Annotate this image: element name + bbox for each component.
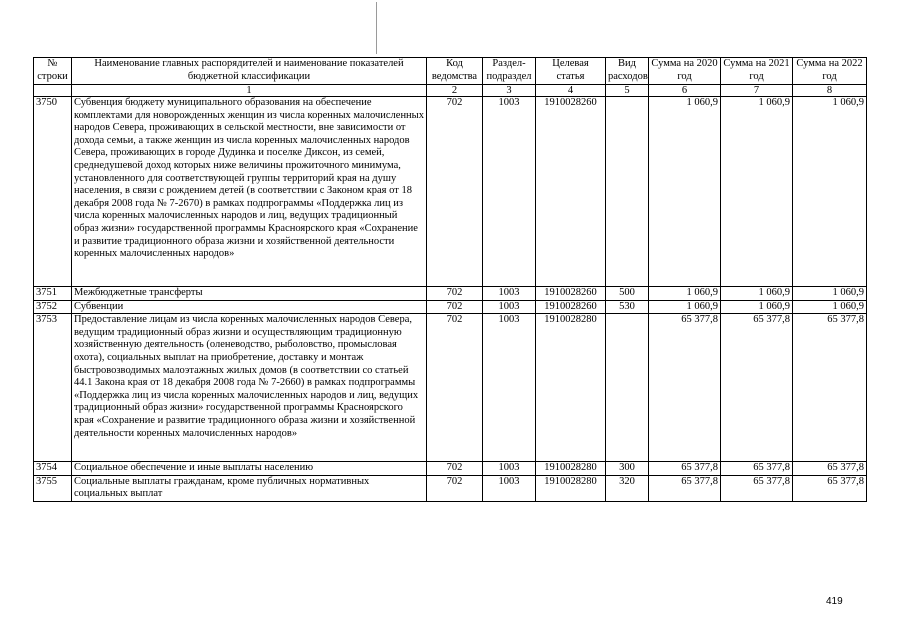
header-department-code: Код ведомства <box>427 58 483 85</box>
row-section: 1003 <box>483 314 536 462</box>
row-number: 3752 <box>34 300 72 314</box>
header-sum-2021: Сумма на 2021 год <box>721 58 793 85</box>
row-department-code: 702 <box>427 97 483 287</box>
column-number: 8 <box>793 85 867 97</box>
row-section: 1003 <box>483 287 536 301</box>
row-department-code: 702 <box>427 462 483 476</box>
row-target-article: 1910028260 <box>536 300 606 314</box>
column-number: 3 <box>483 85 536 97</box>
row-sum-2020: 1 060,9 <box>649 97 721 287</box>
row-section: 1003 <box>483 97 536 287</box>
row-target-article: 1910028280 <box>536 462 606 476</box>
column-number: 5 <box>606 85 649 97</box>
table-row <box>34 97 867 287</box>
column-number: 2 <box>427 85 483 97</box>
row-department-code: 702 <box>427 300 483 314</box>
row-section: 1003 <box>483 462 536 476</box>
row-sum-2020: 1 060,9 <box>649 287 721 301</box>
row-department-code: 702 <box>427 314 483 462</box>
row-name: Социальные выплаты гражданам, кроме публичных нормативных социальных выплат <box>72 475 427 501</box>
row-sum-2022: 1 060,9 <box>793 300 867 314</box>
table-row <box>34 475 867 501</box>
row-expense-type <box>606 97 649 287</box>
row-sum-2022: 65 377,8 <box>793 462 867 476</box>
row-name: Межбюджетные трансферты <box>72 287 427 301</box>
row-sum-2021: 65 377,8 <box>721 475 793 501</box>
row-name: Предоставление лицам из числа коренных малочисленных народов Севера, ведущим традиционный образ жизни и осуществляющим традиционную хозяйственную деятельность (оленеводство, рыболовство, промысловая охота), социальных выплат на приобретение, доставку и монтаж быстровозводимых малоэтажных жилых домов (в соответствии со статьей 44.1 Закона края от 18 декабря 2008 года № 7-2660) в рамках подпрограммы «Поддержка лиц из числа коренных малочисленных народов и лиц, ведущих традиционный образ жизни» государственной программы Красноярского края «Сохранение и развитие традиционного образа жизни и хозяйственной деятельности коренных малочисленных народов» <box>72 314 427 462</box>
row-sum-2020: 65 377,8 <box>649 314 721 462</box>
table-header-row <box>34 58 867 85</box>
header-section: Раздел-подраздел <box>483 58 536 85</box>
row-sum-2021: 1 060,9 <box>721 287 793 301</box>
row-sum-2021: 1 060,9 <box>721 300 793 314</box>
row-expense-type: 500 <box>606 287 649 301</box>
header-row-number: № строки <box>34 58 72 85</box>
header-target-article: Целевая статья <box>536 58 606 85</box>
row-target-article: 1910028260 <box>536 97 606 287</box>
column-number: 1 <box>72 85 427 97</box>
row-expense-type <box>606 314 649 462</box>
column-number: 4 <box>536 85 606 97</box>
row-number: 3751 <box>34 287 72 301</box>
row-sum-2021: 65 377,8 <box>721 314 793 462</box>
row-expense-type: 530 <box>606 300 649 314</box>
row-number: 3753 <box>34 314 72 462</box>
row-expense-type: 300 <box>606 462 649 476</box>
row-sum-2022: 1 060,9 <box>793 97 867 287</box>
row-number: 3754 <box>34 462 72 476</box>
row-sum-2020: 65 377,8 <box>649 475 721 501</box>
column-number: 6 <box>649 85 721 97</box>
row-target-article: 1910028280 <box>536 314 606 462</box>
header-name: Наименование главных распорядителей и наименование показателей бюджетной классификации <box>72 58 427 85</box>
row-department-code: 702 <box>427 287 483 301</box>
header-sum-2020: Сумма на 2020 год <box>649 58 721 85</box>
row-expense-type: 320 <box>606 475 649 501</box>
header-expense-type: Вид расходов <box>606 58 649 85</box>
row-section: 1003 <box>483 475 536 501</box>
budget-table <box>33 57 867 502</box>
row-sum-2022: 1 060,9 <box>793 287 867 301</box>
row-sum-2022: 65 377,8 <box>793 475 867 501</box>
row-department-code: 702 <box>427 475 483 501</box>
row-target-article: 1910028260 <box>536 287 606 301</box>
row-target-article: 1910028280 <box>536 475 606 501</box>
table-row <box>34 287 867 301</box>
row-name: Социальное обеспечение и иные выплаты населению <box>72 462 427 476</box>
column-number: 7 <box>721 85 793 97</box>
row-sum-2020: 65 377,8 <box>649 462 721 476</box>
row-sum-2021: 1 060,9 <box>721 97 793 287</box>
column-number <box>34 85 72 97</box>
row-number: 3755 <box>34 475 72 501</box>
row-name: Субвенции <box>72 300 427 314</box>
table-row <box>34 314 867 462</box>
scan-artifact-line <box>376 2 377 54</box>
table-row <box>34 462 867 476</box>
page-number: 419 <box>826 596 843 607</box>
row-number: 3750 <box>34 97 72 287</box>
header-sum-2022: Сумма на 2022 год <box>793 58 867 85</box>
row-sum-2020: 1 060,9 <box>649 300 721 314</box>
table-row <box>34 300 867 314</box>
row-sum-2022: 65 377,8 <box>793 314 867 462</box>
row-section: 1003 <box>483 300 536 314</box>
column-number-row <box>34 85 867 97</box>
row-sum-2021: 65 377,8 <box>721 462 793 476</box>
row-name: Субвенция бюджету муниципального образования на обеспечение комплектами для новорожденных женщин из числа коренных малочисленных народов Севера, проживающих в сельской местности, вне зависимости от дохода семьи, а также женщин из числа коренных малочисленных народов Севера, проживающих в городе Дудинка и поселке Диксон, из семей, среднедушевой доход которых ниже величины прожиточного минимума, установленного для соответствующей группы территорий края на душу населения, в связи с рождением детей (в соответствии с Законом края от 18 декабря 2008 года № 7-2670) в рамках подпрограммы «Поддержка лиц из числа коренных малочисленных народов и лиц, ведущих традиционный образ жизни» государственной программы Красноярского края «Сохранение и развитие традиционного образа жизни и хозяйственной деятельности коренных малочисленных народов» <box>72 97 427 287</box>
